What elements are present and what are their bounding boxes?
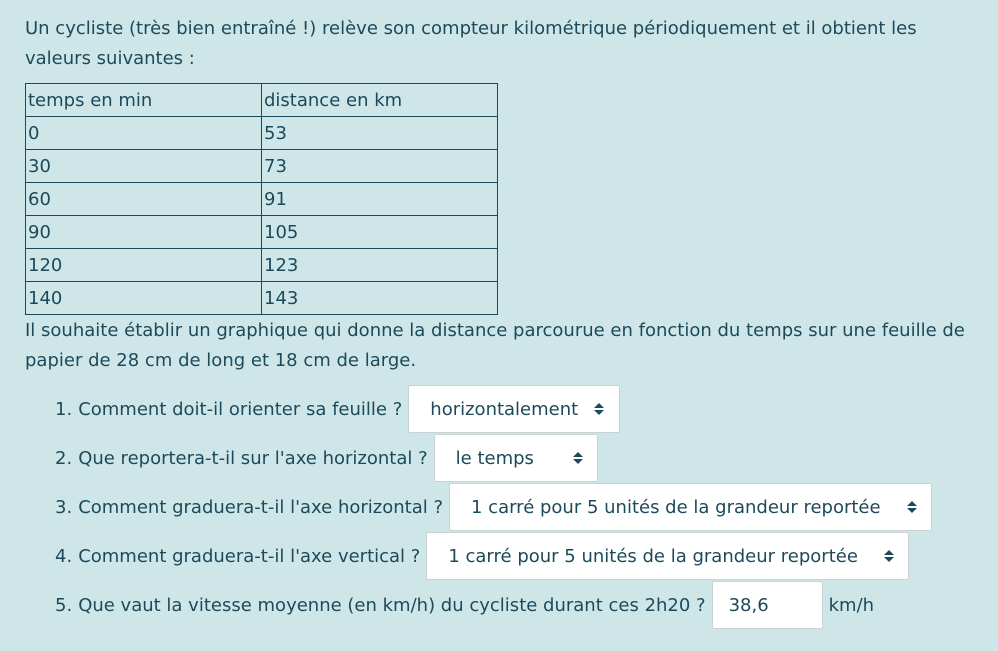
data-table	[25, 83, 498, 315]
table-cell-time: 30	[26, 150, 262, 183]
question-list	[25, 385, 975, 629]
table-cell-time: 60	[26, 183, 262, 216]
exercise	[25, 14, 975, 630]
question-number: 3.	[55, 496, 73, 518]
table-header-row	[26, 84, 498, 117]
question-4	[25, 532, 975, 580]
question-5	[25, 581, 975, 629]
table-row	[26, 150, 498, 183]
table-cell-time: 90	[26, 216, 262, 249]
table-cell-time: 0	[26, 117, 262, 150]
question-text: Comment graduera-t-il l'axe vertical ?	[78, 545, 421, 567]
table-header-distance: distance en km	[262, 84, 498, 117]
question-3	[25, 483, 975, 531]
table-cell-distance: 143	[262, 282, 498, 315]
up-down-arrows-icon	[594, 403, 604, 415]
question-text: Comment graduera-t-il l'axe horizontal ?	[78, 496, 443, 518]
question-1	[25, 385, 975, 433]
average-speed-input[interactable]	[712, 581, 823, 629]
question-number: 5.	[55, 594, 73, 616]
question-text: Comment doit-il orienter sa feuille ?	[78, 398, 403, 420]
table-cell-distance: 73	[262, 150, 498, 183]
table-header-time: temps en min	[26, 84, 262, 117]
unit-label: km/h	[828, 594, 875, 616]
question-text: Que vaut la vitesse moyenne (en km/h) du cycliste durant ces 2h20 ?	[78, 594, 706, 616]
intro-text: Un cycliste (très bien entraîné !) relève son compteur kilométrique périodiquement et il obtient les valeurs suivantes :	[25, 18, 917, 69]
table-cell-time: 140	[26, 282, 262, 315]
table-row	[26, 216, 498, 249]
vertical-axis-scale-select[interactable]	[426, 532, 909, 580]
orientation-select[interactable]	[408, 385, 620, 433]
select-value: 1 carré pour 5 unités de la grandeur reportée	[448, 545, 858, 567]
table-cell-distance: 105	[262, 216, 498, 249]
horizontal-axis-scale-select[interactable]	[449, 483, 932, 531]
up-down-arrows-icon	[884, 550, 894, 562]
table-row	[26, 249, 498, 282]
problem-statement: Il souhaite établir un graphique qui donne la distance parcourue en fonction du temps sur une feuille de papier de 28 cm de long et 18 cm de large.	[25, 320, 965, 371]
table-row	[26, 282, 498, 315]
select-value: 1 carré pour 5 unités de la grandeur reportée	[471, 496, 881, 518]
table-row	[26, 183, 498, 216]
select-value: horizontalement	[430, 398, 579, 420]
up-down-arrows-icon	[907, 501, 917, 513]
table-cell-time: 120	[26, 249, 262, 282]
up-down-arrows-icon	[573, 452, 583, 464]
table-cell-distance: 53	[262, 117, 498, 150]
table-cell-distance: 123	[262, 249, 498, 282]
select-value: le temps	[455, 447, 534, 469]
horizontal-axis-quantity-select[interactable]	[434, 434, 598, 482]
question-number: 2.	[55, 447, 73, 469]
question-number: 1.	[55, 398, 73, 420]
question-text: Que reportera-t-il sur l'axe horizontal ?	[78, 447, 428, 469]
question-number: 4.	[55, 545, 73, 567]
table-row	[26, 117, 498, 150]
table-cell-distance: 91	[262, 183, 498, 216]
question-2	[25, 434, 975, 482]
